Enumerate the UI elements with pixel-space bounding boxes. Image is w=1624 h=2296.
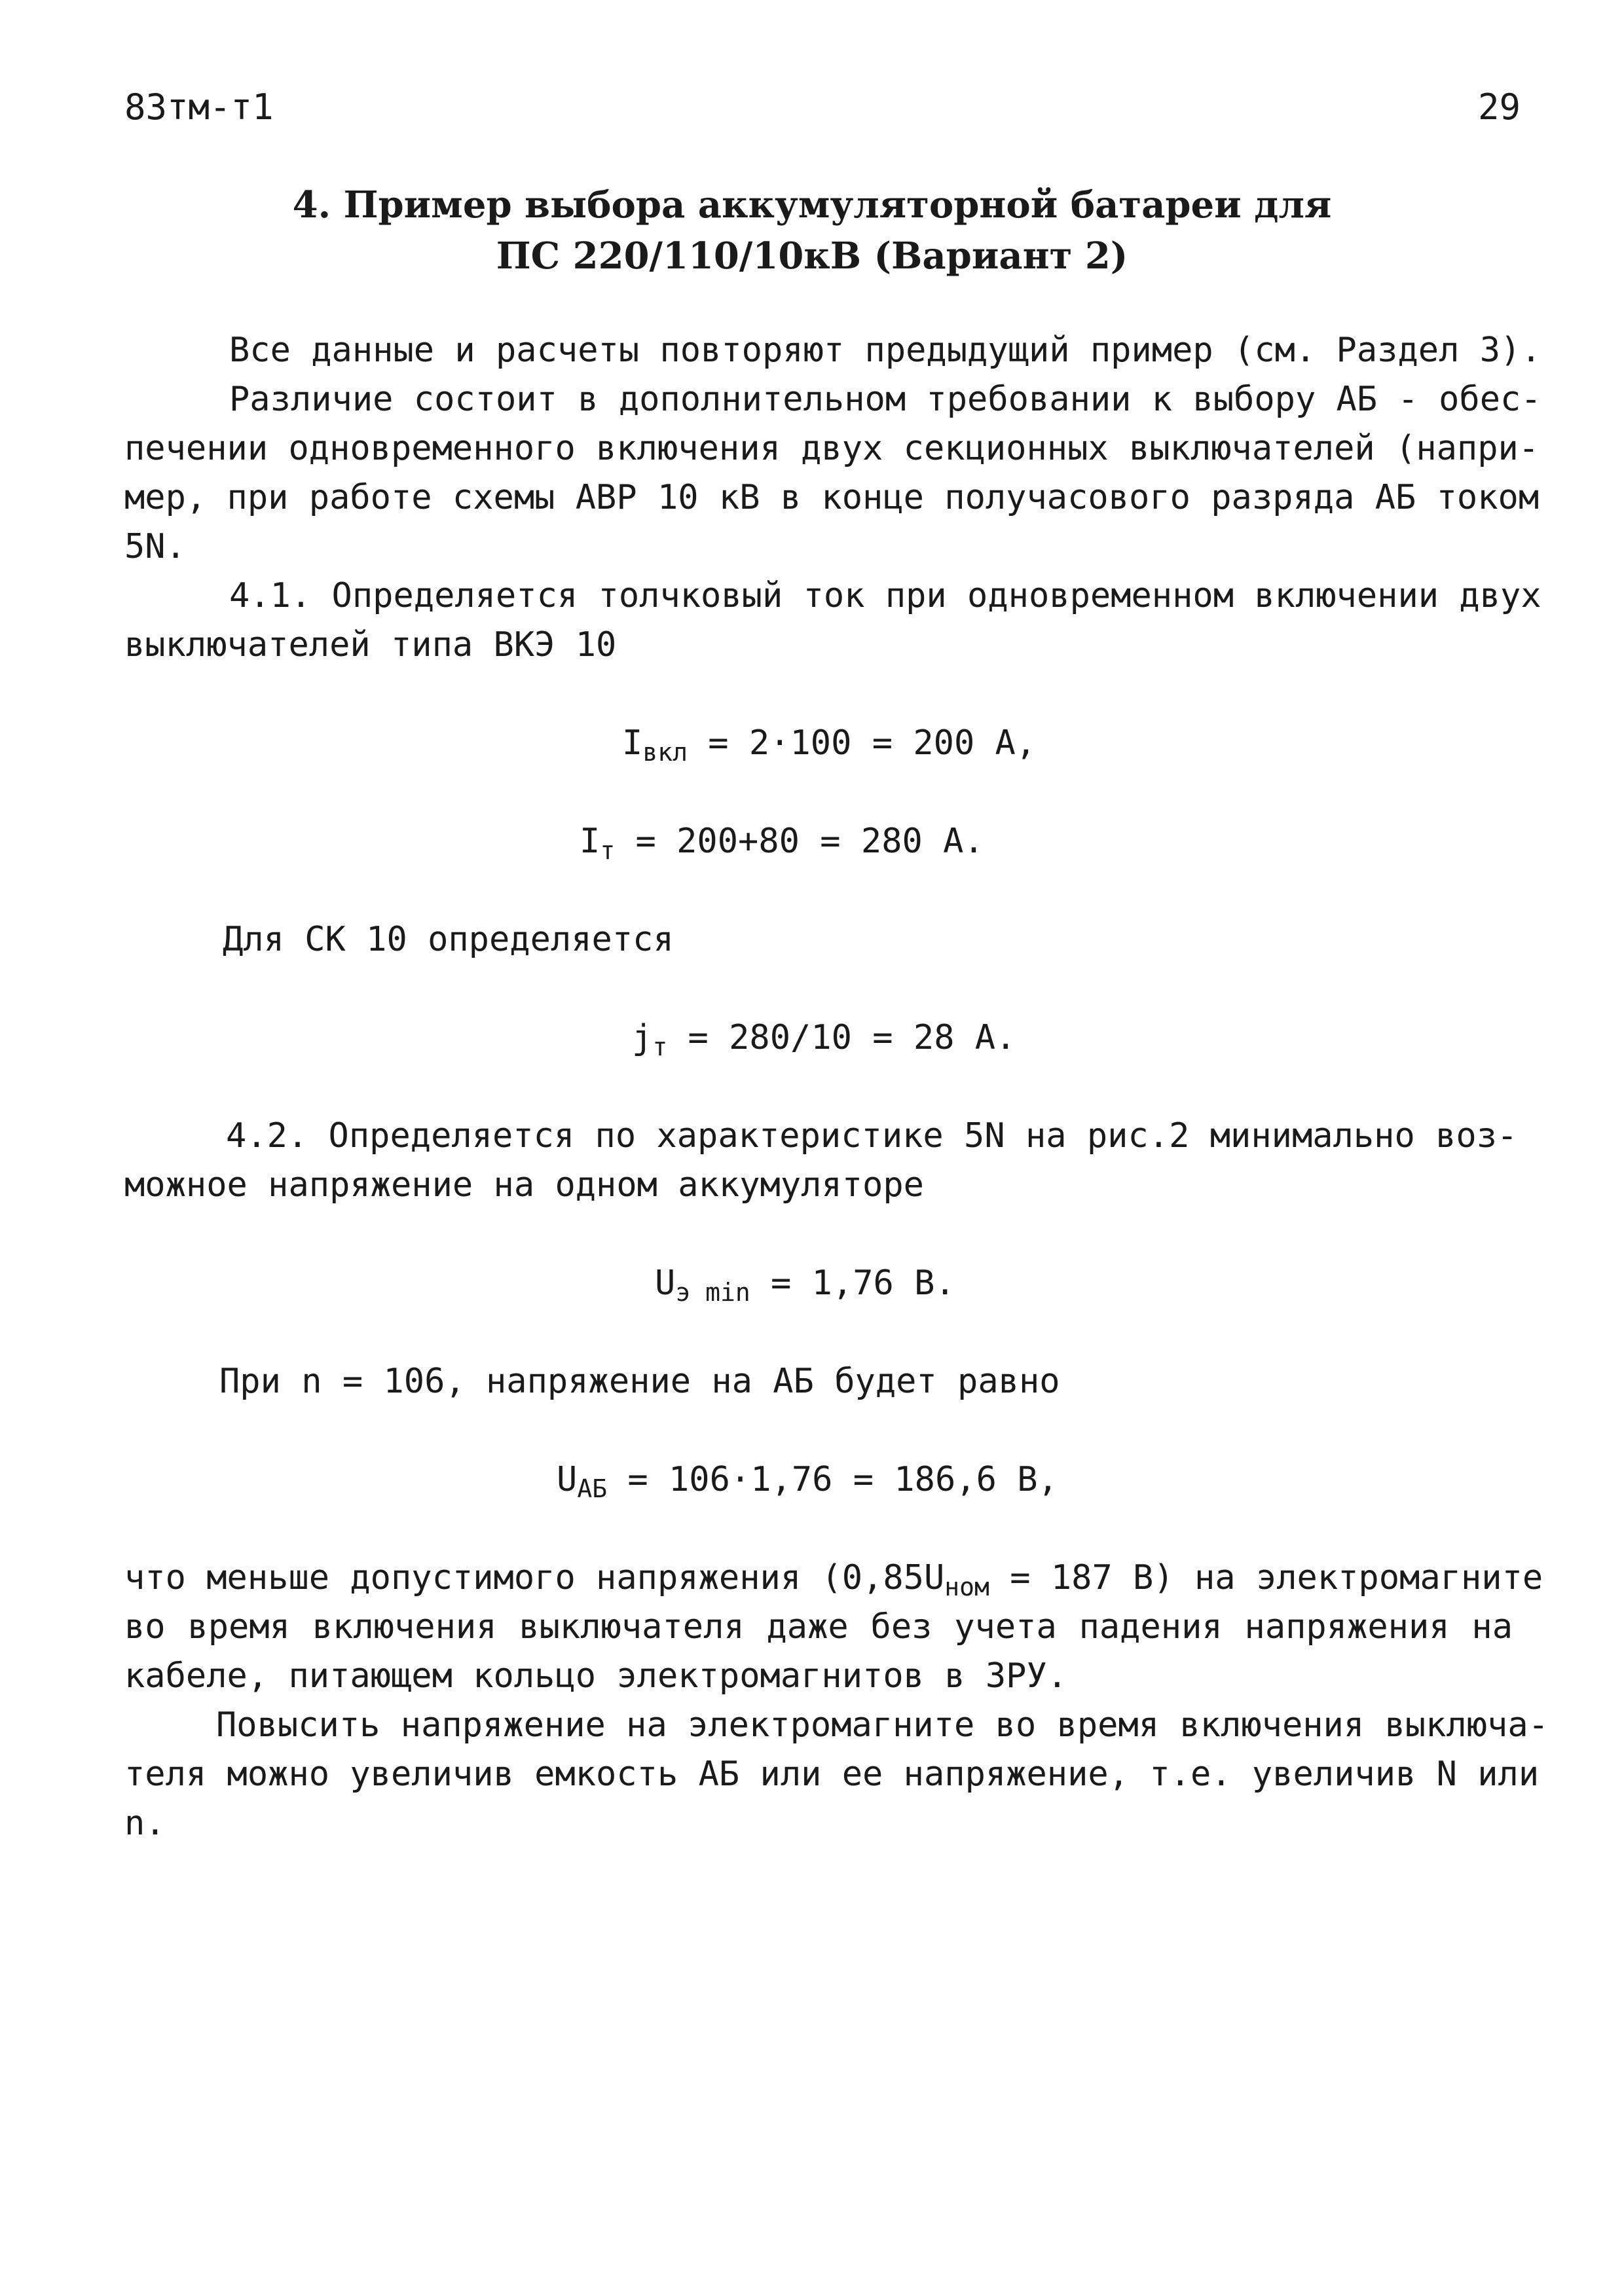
paragraph-difference-line-2: печении одновременного включения двух секционных выключателей (напри- (124, 429, 1540, 468)
paragraph-sk10: Для СК 10 определяется (223, 920, 674, 959)
section-title-line-2: ПС 220/110/10кВ (Вариант 2) (496, 234, 1128, 278)
paragraph-conclusion-line-1 (124, 1558, 1543, 1601)
paragraph-4-2-line-2: можное напряжение на одном аккумуляторе (124, 1165, 924, 1205)
formula-subscript: вкл (642, 738, 688, 767)
page-number: 29 (1477, 86, 1521, 128)
formula-subscript: э min (675, 1278, 750, 1307)
formula-j-t (632, 1018, 1016, 1061)
paragraph-difference-line-1: Различие состоит в дополнительном требовании к выбору АБ - обес- (229, 380, 1541, 419)
formula-expression: = 106·1,76 = 186,6 В, (607, 1460, 1058, 1499)
subscript-nom: ном (944, 1573, 989, 1601)
paragraph-4-2-line-1: 4.2. Определяется по характеристике 5N на рис.2 минимально воз- (226, 1116, 1518, 1156)
paragraph-difference-line-4: 5N. (124, 527, 186, 566)
paragraph-conclusion-line-3: кабеле, питающем кольцо электромагнитов в ЗРУ. (124, 1656, 1068, 1696)
formula-i-t (580, 822, 984, 865)
formula-subscript: т (652, 1032, 668, 1061)
text-run: что меньше допустимого напряжения (0,85U (124, 1558, 945, 1597)
paragraph-conclusion-line-2: во время включения выключателя даже без учета падения напряжения на (124, 1607, 1513, 1647)
paragraph-intro: Все данные и расчеты повторяют предыдущий пример (см. Раздел 3). (229, 331, 1541, 370)
formula-expression: = 280/10 = 28 А. (667, 1018, 1016, 1057)
section-title-line-1: 4. Пример выбора аккумуляторной батареи для (292, 183, 1332, 227)
formula-u-e-min (655, 1264, 955, 1307)
doc-code: 83тм-т1 (124, 86, 274, 128)
paragraph-4-1-line-1: 4.1. Определяется толчковый ток при одновременном включении двух (229, 576, 1541, 615)
formula-i-vkl (622, 723, 1037, 767)
paragraph-n-106: При n = 106, напряжение на АБ будет равно (219, 1362, 1060, 1401)
formula-u-ab (557, 1460, 1058, 1503)
paragraph-increase-line-2: теля можно увеличив емкость АБ или ее напряжение, т.е. увеличив N или (124, 1755, 1540, 1794)
formula-symbol: U (557, 1460, 578, 1499)
paragraph-4-1-line-2: выключателей типа ВКЭ 10 (124, 625, 617, 665)
text-run: = 187 В) на электромагните (989, 1558, 1543, 1597)
formula-symbol: I (622, 723, 643, 763)
formula-symbol: j (632, 1018, 653, 1057)
paragraph-increase-line-3: n. (124, 1804, 166, 1843)
formula-subscript: т (600, 836, 616, 865)
formula-symbol: I (580, 822, 600, 861)
formula-expression: = 2·100 = 200 А, (687, 723, 1037, 763)
paragraph-difference-line-3: мер, при работе схемы АВР 10 кВ в конце получасового разряда АБ током (124, 478, 1540, 517)
formula-subscript: АБ (577, 1474, 608, 1503)
formula-expression: = 200+80 = 280 А. (615, 822, 984, 861)
formula-expression: = 1,76 В. (750, 1264, 955, 1303)
formula-symbol: U (655, 1264, 676, 1303)
paragraph-increase-line-1: Повысить напряжение на электромагните во время включения выключа- (216, 1705, 1549, 1745)
